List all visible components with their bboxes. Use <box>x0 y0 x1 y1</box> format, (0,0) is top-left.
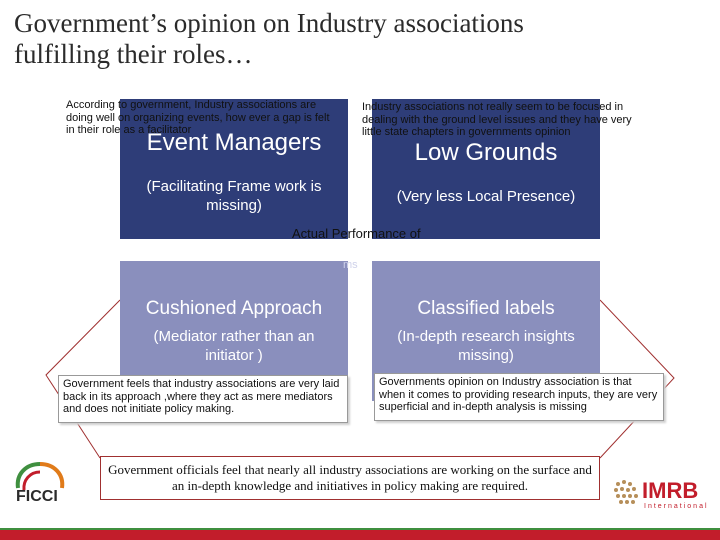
callout-cushioned-approach: Government feels that industry associations are very laid back in its approach ,where they act as mere mediators and does not initiate policy making. <box>58 375 348 423</box>
summary-box: Government officials feel that nearly all industry associations are working on the surface and an in-depth knowledge and initiatives in policy making are required. <box>100 456 600 500</box>
center-label-line-1: Actual Performance of <box>292 226 421 241</box>
quadrant-subtext: (In-depth research insights missing) <box>397 328 575 364</box>
title-line-2: fulfilling their roles… <box>14 39 253 69</box>
center-label-line-2: ms <box>343 259 358 271</box>
quadrant-heading: Cushioned Approach <box>145 298 323 319</box>
note-low-grounds: Industry associations not really seem to be focused in dealing with the ground level issues and they have very little state chapters in governments opinion <box>362 101 632 138</box>
ficci-logo <box>10 460 70 512</box>
callout-classified-labels: Governments opinion on Industry association is that when it comes to providing research inputs, they are very superficial and in-depth analysis is missing <box>374 373 664 421</box>
footer-red-stripe <box>0 530 720 540</box>
note-event-managers: According to government, Industry associations are doing well on organizing events, how ever a gap is felt in their role as a facilitator <box>66 99 330 136</box>
imrb-logo <box>612 476 716 514</box>
quadrant-subtext: (Very less Local Presence) <box>396 188 576 205</box>
quadrant-subtext: (Facilitating Frame work is missing) <box>146 178 322 214</box>
imrb-logo-text: IMRB <box>642 478 699 503</box>
quadrant-subtext: (Mediator rather than an initiator ) <box>153 328 315 364</box>
imrb-emblem-icon <box>612 478 642 508</box>
ficci-logo-text: FICCI <box>16 488 58 505</box>
quadrant-heading: Low Grounds <box>414 139 558 166</box>
quadrant-heading: Classified labels <box>417 298 555 319</box>
quadrant-heading: Event Managers <box>146 129 322 156</box>
imrb-logo-subtext: International <box>644 503 709 510</box>
title-line-1: Government’s opinion on Industry associations <box>14 8 524 38</box>
